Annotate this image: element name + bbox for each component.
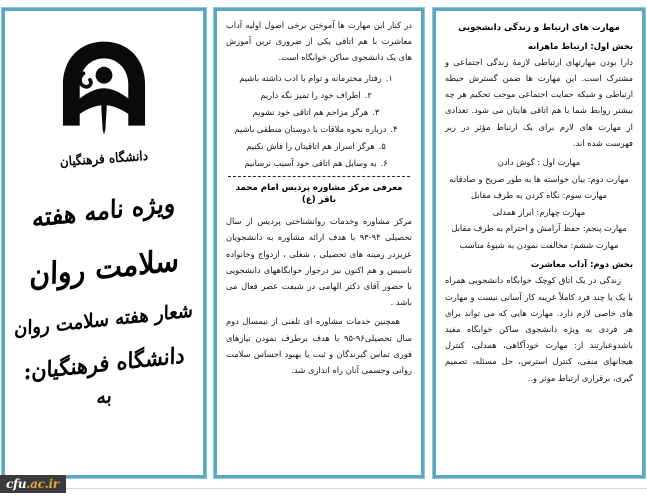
list-item-number: ۱. [385,72,393,83]
cover-line-mental-health: سلامت روان [28,242,180,294]
cover-panel-inner [5,11,203,475]
skill-item: مهارت ششم: مخالفت نمودن به شیوهٔ مناسب [459,239,619,250]
section-one-heading: بخش اول: ارتباط ماهرانه [528,40,633,51]
cover-line-cutoff: به [96,383,112,410]
skill-item: مهارت اول : گوش دادن [497,156,581,167]
list-item-text: هرگز اسرار هم اتاقیتان را فاش نکنیم [246,140,375,151]
list-item-text: رفتار محترمانه و توام با ادب داشته باشیم [239,72,382,83]
watermark-part-two: .ac.ir [26,477,59,491]
counseling-center-paragraph-1: مرکز مشاوره وخدمات روانشناختی پردیس از سال تحصیلی ۹۴-۹۳ با هدف ارائه مشاوره به دانشجویان عزیزدر زمینه های تحصیلی ، شغلی ، ازدواج وخانواده تاسیس و هم اکنون نیز درجوار خوابگاههای دانشجویی با حضور آقای دکتر الهامی در شیفت عصر فعال می باشد . [226,216,412,308]
cover-content [14,17,194,469]
section-two-paragraph: زندگی در یک اتاق کوچک خوابگاه دانشجویی همراه با یک یا چند فرد کاملاً غریبه کار آسانی نیست و مهارت های خاصی لازم دارد. مهارت هایی که می تواند برای هر فردی به ویژه دانشجوی ساکن خوابگاه مفید باشدوعبارتند از: مهارت خودآگاهی، همدلی، کنترل هیجانهای منفی، کنترل استرس، حل مسئله، تصمیم گیری، برقراری ارتباط موثر و.. [445,275,633,383]
middle-panel-inner [217,11,421,475]
list-item [226,121,412,138]
skill-item: مهارت چهارم: ابراز همدلی [492,206,586,217]
list-item-number: ۶. [380,157,388,168]
list-item-text: به وسایل هم اتاقی خود آسیب نرسانیم [244,157,377,168]
cover-line-university: دانشگاه فرهنگیان: [23,342,185,386]
cover-line-slogan: شعار هفته سلامت روان [14,299,194,341]
skill-item: مهارت پنجم: حفظ آرامش و احترام به طرف مقابل [451,223,627,234]
right-panel [433,8,645,478]
middle-intro-paragraph: در کنار این مهارت ها آموختن برخی اصول اولیه آداب معاشرت با هم اتاقی یکی از ضروری ترین آموزش های یک دانشجوی ساکن خوابگاه است. [226,20,412,63]
section-two-heading: بخش دوم: آداب معاشرت [530,259,633,270]
list-item [226,70,412,87]
list-item [226,87,412,104]
list-item [226,138,412,155]
roommate-rules-list [226,70,412,172]
right-panel-title: مهارت های ارتباط و زندگی دانشجویی [458,23,620,33]
counseling-center-paragraph-2: همچنین خدمات مشاوره ای تلفنی از نیمسال دوم سال تحصیلی۹۶-۹۵ با هدف برطرف نمودن نیازهای فوری تماس گیرندگان و ثبت یا بهبود احساس سلامت روانی وجسمی آنان راه اندازی شد. [226,316,413,375]
cover-line-special-issue: ویژه نامه هفته [32,188,176,233]
list-item [226,155,412,172]
section-one-paragraph: دارا بودن مهارتهای ارتباطی لازمهٔ زندگی اجتماعی و مشترک است. این مهارت ها ضمن گسترش حیطه ارتباطی و شبکه حمایت اجتماعی موجب تحکیم هر چه بیشتر روابط شما با هم اتاقی هایتان می شود. تعدادی از مهارت های لازم برای یک ارتباط مؤثر در زیر فهرست شده اند. [445,56,633,148]
list-item-text: هرگز مزاحم هم اتاقی خود نشویم [252,106,369,117]
middle-panel [214,8,424,478]
skill-item: مهارت سوم: نگاه کردن به طرف مقابل [471,190,607,201]
list-item-number: ۵. [378,140,386,151]
farhangian-university-logo [45,33,163,151]
list-item-number: ۲. [364,89,372,100]
cover-panel [2,8,206,478]
watermark-part-one: cfu [6,477,27,491]
list-item-number: ۴. [390,123,398,134]
list-item-text: درباره نحوه ملاقات با دوستان منطقی باشیم [234,123,387,134]
cfu-watermark [0,475,66,493]
list-item-number: ۳. [372,106,380,117]
logo-caption: دانشگاه فرهنگیان [59,148,149,171]
right-panel-inner [436,11,642,475]
page-bottom-rule [0,488,647,501]
section-divider [228,176,410,177]
skill-item: مهارت دوم: بیان خواسته ها به طور صریح و صادقانه [449,173,629,184]
counseling-center-heading: معرفی مرکز مشاوره پردیس امام محمد باقر (ع) [235,182,403,206]
list-item [226,104,412,121]
list-item-text: اطراف خود را تمیز نگه داریم [260,89,361,100]
